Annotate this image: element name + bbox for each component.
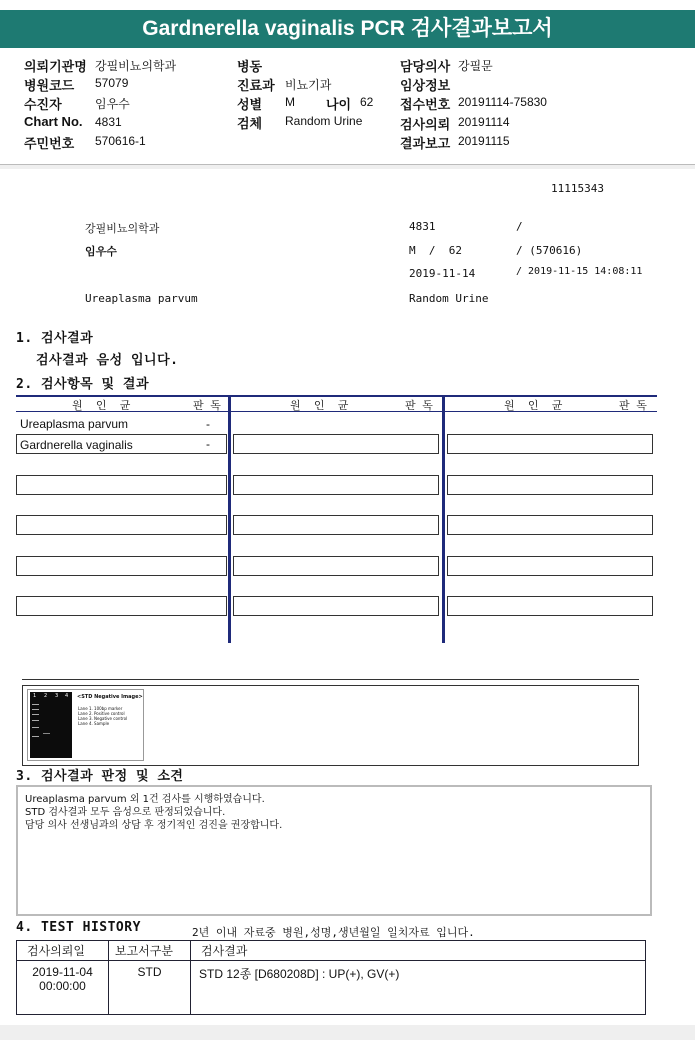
history-table bbox=[16, 940, 646, 1015]
marker-band bbox=[32, 720, 39, 721]
history-date: 2019-11-04 bbox=[32, 965, 93, 979]
section1-title: 1. 검사결과 bbox=[16, 331, 94, 346]
report-sex-age: M / 62 bbox=[409, 244, 462, 257]
section2-title: 2. 검사항목 및 결과 bbox=[16, 377, 150, 392]
label-doctor: 담당의사 bbox=[400, 59, 451, 74]
lane-num-1: 1 bbox=[33, 693, 37, 699]
history-header-type: 보고서구분 bbox=[109, 941, 191, 961]
value-doctor: 강필문 bbox=[458, 59, 493, 73]
marker-band bbox=[32, 704, 39, 705]
label-request-date: 검사의뢰 bbox=[400, 117, 451, 132]
value-department: 비뇨기과 bbox=[285, 78, 332, 92]
label-department: 진료과 bbox=[237, 78, 275, 93]
row2-pathogen: Gardnerella vaginalis bbox=[20, 438, 133, 452]
label-receipt-no: 접수번호 bbox=[400, 97, 451, 112]
label-ward: 병동 bbox=[237, 59, 263, 74]
gel-rule bbox=[22, 679, 639, 680]
gel-legend-3: Lane 3. Negative control bbox=[78, 716, 128, 721]
report-title: Gardnerella vaginalis PCR 검사결과보고서 bbox=[0, 10, 695, 48]
value-hospital-code: 57079 bbox=[95, 76, 129, 90]
value-sex: M bbox=[285, 95, 295, 109]
history-result: STD 12종 [D680208D] : UP(+), GV(+) bbox=[191, 961, 646, 1015]
section4-title: 4. TEST HISTORY bbox=[16, 920, 141, 935]
report-birth: / (570616) bbox=[516, 244, 583, 257]
col-header-result-3: 판 독 bbox=[619, 399, 647, 412]
lane-num-3: 3 bbox=[55, 693, 59, 699]
marker-band bbox=[32, 714, 39, 715]
opinion-line-2: STD 검사결과 모두 음성으로 판정되었습니다. bbox=[25, 807, 226, 818]
history-type: STD bbox=[109, 961, 191, 1015]
doc-number: 11115343 bbox=[551, 182, 604, 195]
label-clinical-info: 임상정보 bbox=[400, 78, 451, 93]
table-cell bbox=[233, 596, 439, 616]
header-panel bbox=[0, 48, 695, 165]
table-row[interactable] bbox=[17, 961, 646, 1015]
report-chart-sep: / bbox=[516, 220, 523, 233]
gel-image bbox=[27, 689, 144, 761]
history-header-date: 검사의뢰일 bbox=[17, 941, 109, 961]
marker-band bbox=[32, 736, 39, 737]
opinion-line-1: Ureaplasma parvum 외 1건 검사를 시행하였습니다. bbox=[25, 794, 265, 805]
section3-title: 3. 검사결과 판정 및 소견 bbox=[16, 769, 184, 784]
gel-lanes-panel bbox=[30, 692, 72, 758]
col-header-pathogen-1: 원 인 균 bbox=[72, 399, 131, 412]
col-header-pathogen-3: 원 인 균 bbox=[504, 399, 563, 412]
table-cell bbox=[16, 475, 227, 495]
gel-legend-1: Lane 1. 100bp marker bbox=[78, 706, 123, 711]
table-cell bbox=[233, 475, 439, 495]
opinion-line-3: 담당 의사 선생님과의 상담 후 정기적인 검진을 권장합니다. bbox=[25, 820, 283, 831]
table-cell bbox=[233, 556, 439, 576]
table-cell bbox=[16, 515, 227, 535]
label-hospital-code: 병원코드 bbox=[24, 78, 75, 93]
report-target: Ureaplasma parvum bbox=[85, 292, 198, 305]
table-cell bbox=[233, 515, 439, 535]
row1-result: - bbox=[206, 417, 210, 431]
value-receipt-no: 20191114-75830 bbox=[458, 95, 547, 109]
table-cell bbox=[447, 475, 653, 495]
table-col-divider-2 bbox=[442, 395, 445, 643]
history-header-row bbox=[17, 941, 646, 961]
value-age: 62 bbox=[360, 95, 374, 109]
table-cell bbox=[16, 556, 227, 576]
label-sex: 성별 bbox=[237, 97, 263, 112]
col-header-result-1: 판 독 bbox=[193, 399, 221, 412]
label-report-date: 결과보고 bbox=[400, 136, 451, 151]
value-report-date: 20191115 bbox=[458, 134, 510, 148]
label-chart-no: Chart No. bbox=[24, 114, 83, 129]
report-patient: 임우수 bbox=[85, 245, 117, 258]
report-request-date: 2019-11-14 bbox=[409, 267, 476, 280]
label-requester: 의뢰기관명 bbox=[24, 59, 87, 74]
value-resident-no: 570616-1 bbox=[95, 134, 146, 148]
lane-num-4: 4 bbox=[65, 693, 69, 699]
table-cell bbox=[447, 556, 653, 576]
marker-band bbox=[32, 727, 39, 728]
opinion-text bbox=[25, 793, 282, 832]
table-col-divider-1 bbox=[228, 395, 231, 643]
value-request-date: 20191114 bbox=[458, 115, 510, 129]
gel-legend-4: Lane 4. Sample bbox=[78, 721, 110, 726]
report-body bbox=[0, 169, 695, 1025]
gel-title: <STD Negative Image> bbox=[77, 694, 143, 700]
history-date-cell bbox=[17, 961, 109, 1015]
table-cell bbox=[447, 515, 653, 535]
table-cell bbox=[16, 596, 227, 616]
label-age: 나이 bbox=[326, 97, 352, 112]
section1-text: 검사결과 음성 입니다. bbox=[36, 353, 179, 368]
value-requester: 강필비뇨의학과 bbox=[95, 59, 177, 73]
control-band bbox=[43, 733, 50, 734]
value-chart-no: 4831 bbox=[95, 115, 122, 129]
marker-band bbox=[32, 709, 39, 710]
table-cell bbox=[233, 434, 439, 454]
top-strip bbox=[0, 0, 695, 10]
history-header-result: 검사결과 bbox=[191, 941, 646, 961]
row2-result: - bbox=[206, 437, 210, 451]
report-report-datetime: / 2019-11-15 14:08:11 bbox=[516, 266, 643, 277]
table-cell bbox=[447, 596, 653, 616]
report-specimen: Random Urine bbox=[409, 292, 489, 305]
value-specimen: Random Urine bbox=[285, 114, 363, 128]
label-specimen: 검체 bbox=[237, 116, 263, 131]
report-chart: 4831 bbox=[409, 220, 436, 233]
col-header-pathogen-2: 원 인 균 bbox=[290, 399, 349, 412]
value-patient: 임우수 bbox=[95, 97, 130, 111]
gel-legend-2: Lane 2. Positive control bbox=[78, 711, 125, 716]
opinion-box bbox=[16, 785, 652, 916]
history-time: 00:00:00 bbox=[39, 979, 86, 993]
label-patient: 수진자 bbox=[24, 97, 62, 112]
lane-num-2: 2 bbox=[44, 693, 48, 699]
history-note: 2년 이내 자료중 병원,성명,생년월일 일치자료 입니다. bbox=[192, 926, 475, 939]
col-header-result-2: 판 독 bbox=[405, 399, 433, 412]
report-hospital: 강필비뇨의학과 bbox=[85, 222, 160, 235]
row1-pathogen: Ureaplasma parvum bbox=[20, 417, 129, 431]
label-resident-no: 주민번호 bbox=[24, 136, 75, 151]
table-cell bbox=[447, 434, 653, 454]
